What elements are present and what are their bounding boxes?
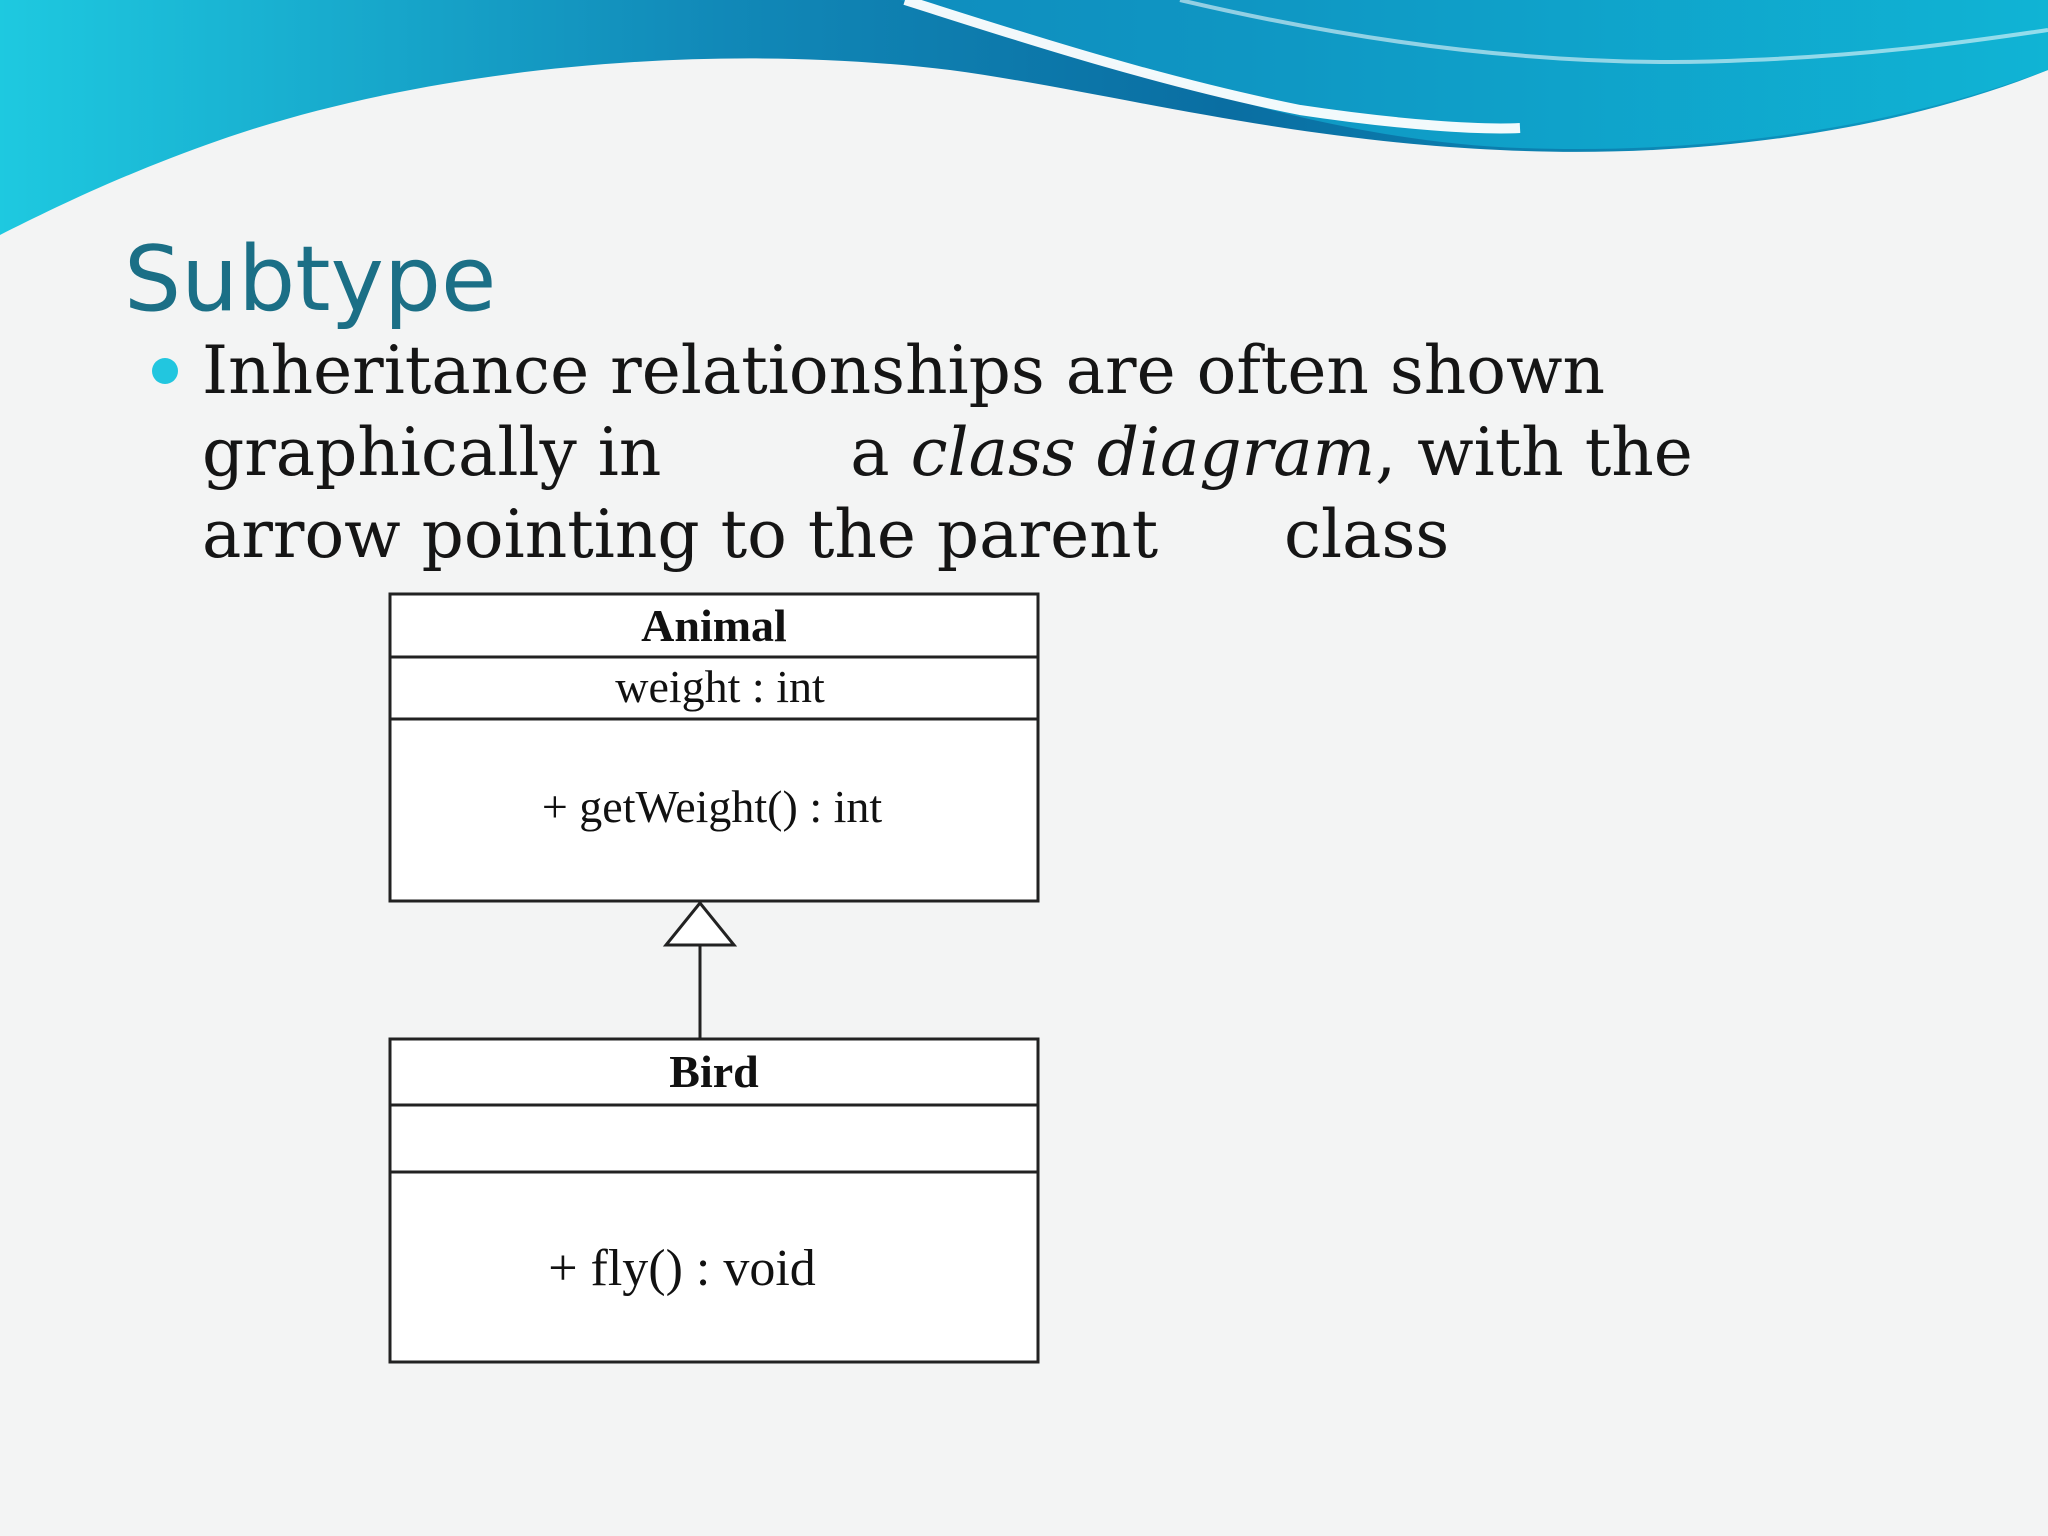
bullet-line-2-start: graphically in a — [202, 414, 911, 491]
parent-class-box — [390, 594, 1038, 901]
parent-attribute: weight : int — [615, 661, 825, 712]
slide-title: Subtype — [124, 227, 497, 332]
child-class-box — [390, 1039, 1038, 1362]
bullet-line-1: Inheritance relationships are often shown — [202, 332, 1605, 409]
child-method: + fly() : void — [548, 1240, 816, 1297]
child-class-name: Bird — [669, 1046, 759, 1097]
parent-class-name: Animal — [641, 600, 787, 651]
bullet-line-2-end: , with the — [1375, 414, 1693, 491]
bullet-line-3: arrow pointing to the parent class — [202, 496, 1450, 573]
bullet-line-2-emphasis: class diagram — [910, 414, 1376, 491]
parent-method: + getWeight() : int — [541, 781, 883, 832]
inheritance-arrow — [666, 903, 734, 1039]
inheritance-arrowhead-icon — [666, 903, 734, 945]
